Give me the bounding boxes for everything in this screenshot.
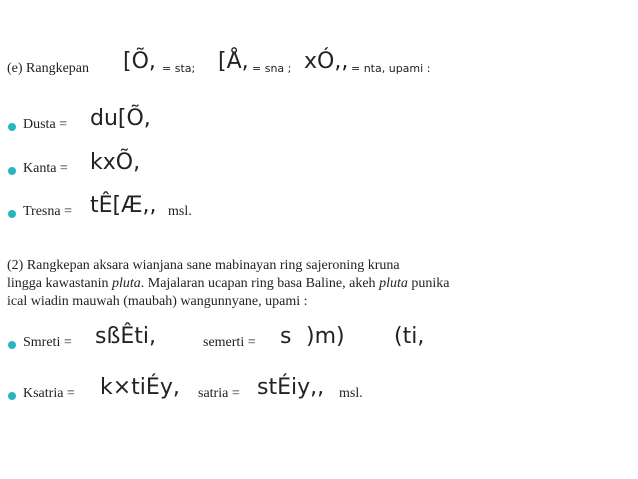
paragraph-line: ical wiadin mauwah (maubah) wangunnyane, upami : [7,294,308,309]
item-glyph: )m) [306,324,345,349]
item-glyph: (ti, [394,324,425,349]
text-run: . Majalaran ucapan ring basa Baline, akeh [140,276,380,291]
paragraph-line [7,275,449,293]
balinese-glyph-sta: [Õ, [123,49,156,74]
item-glyph: du[Õ, [90,106,151,131]
item-glyph: kxÕ, [90,150,141,175]
bullet-icon [8,167,16,175]
item-label-2: semerti = [203,335,256,350]
item-suffix: msl. [339,386,363,401]
intro-text: (e) Rangkepan [7,61,90,76]
bullet-icon [8,341,16,349]
term-pluta: pluta [379,276,408,291]
paragraph-line: (2) Rangkepan aksara wianjana sane mabinayan ring sajeroning kruna [7,258,400,273]
text-run: lingga kawastanin [7,276,112,291]
text-run: punika [407,276,450,291]
item-glyph: tÊ[Æ,, [90,193,157,218]
paragraph-2 [7,257,449,311]
balinese-glyph-sna: [Å, [218,49,249,74]
term-pluta: pluta [111,276,141,291]
bullet-icon [8,210,16,218]
item-label-2: satria = [198,386,240,401]
bullet-icon [8,123,16,131]
intro-sna-label: = sna ; [252,62,292,75]
item-suffix: msl. [168,204,192,219]
item-label: Smreti = [23,335,72,350]
bullet-icon [8,392,16,400]
intro-nta-label: = nta, upami : [351,62,431,75]
item-label: Kanta = [23,161,68,176]
item-glyph: k×tiÉy, [100,375,180,400]
intro-sta-label: = sta; [162,62,196,75]
item-glyph: s [280,324,292,349]
item-label: Ksatria = [23,386,75,401]
item-glyph: stÉiy,, [257,375,325,400]
item-label: Tresna = [23,204,72,219]
item-label: Dusta = [23,117,68,132]
item-glyph: sßÊti, [95,324,156,349]
balinese-glyph-nta: xÓ,, [304,49,349,74]
